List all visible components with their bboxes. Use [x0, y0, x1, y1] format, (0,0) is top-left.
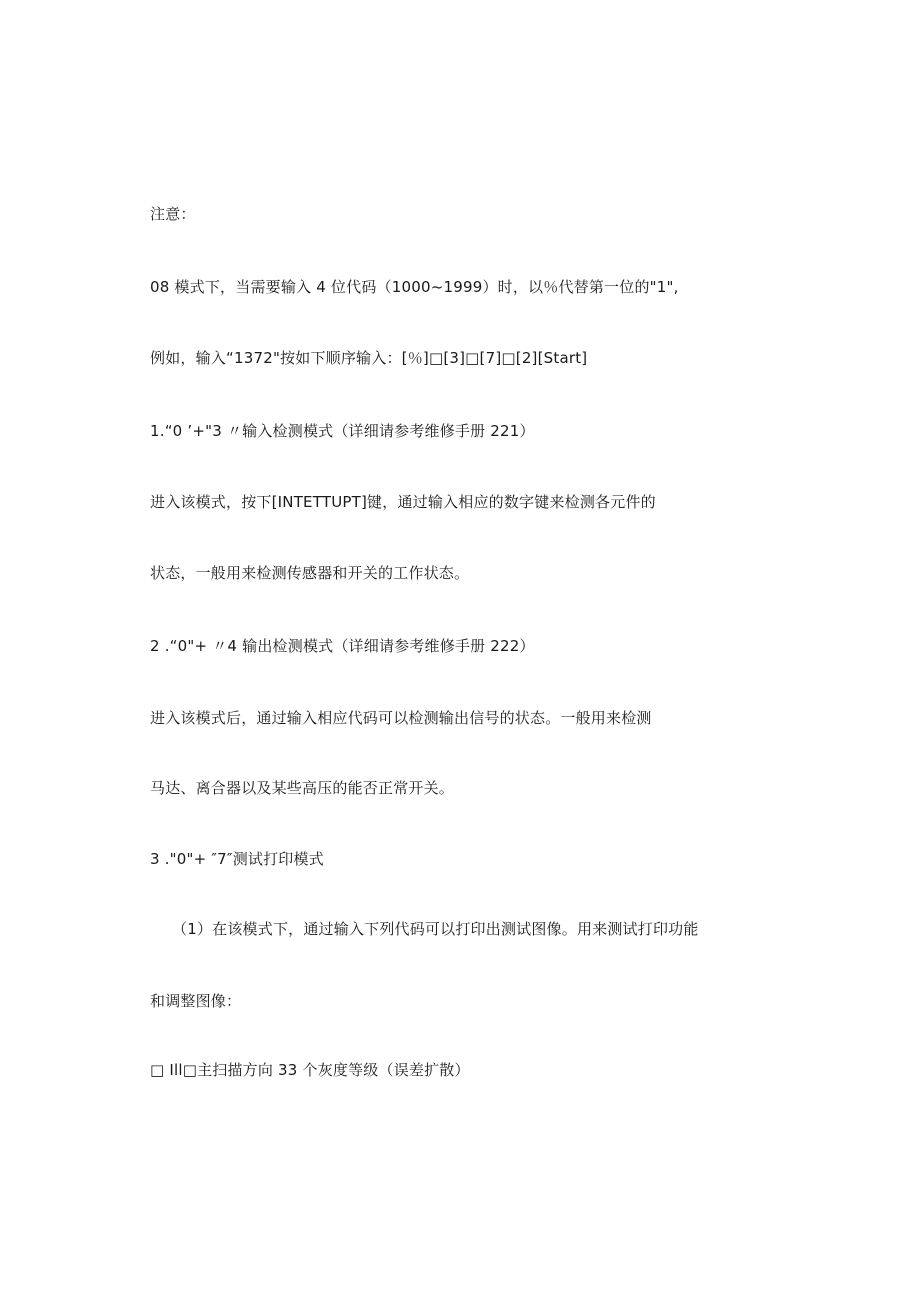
section-1-heading: 1.“0 ’+"3 〃输入检测模式（详细请参考维修手册 221） [150, 422, 535, 440]
section-3-heading: 3 ."0"+ ″7″测试打印模式 [150, 850, 324, 868]
notice-heading: 注意： [150, 205, 196, 223]
paragraph-line: 和调整图像： [150, 992, 242, 1010]
paragraph-line: 进入该模式后，通过输入相应代码可以检测输出信号的状态。一般用来检测 [150, 709, 652, 727]
paragraph-line: 马达、离合器以及某些高压的能否正常开关。 [150, 779, 455, 797]
paragraph-line: 进入该模式，按下[INTETTUPT]键，通过输入相应的数字键来检测各元件的 [150, 493, 656, 511]
paragraph-line: 状态，一般用来检测传感器和开关的工作状态。 [150, 564, 470, 582]
list-item: □ Ill□主扫描方向 33 个灰度等级（误差扩散） [150, 1061, 470, 1079]
paragraph-line: 08 模式下，当需要输入 4 位代码（1000~1999）时，以％代替第一位的"1", [150, 278, 679, 296]
paragraph-line: 例如，输入“1372"按如下顺序输入：[％]□[3]□[7]□[2][Start] [150, 349, 588, 367]
paragraph-line: （1）在该模式下，通过输入下列代码可以打印出测试图像。用来测试打印功能 [172, 920, 699, 938]
section-2-heading: 2 .“0"+ 〃4 输出检测模式（详细请参考维修手册 222） [150, 637, 535, 655]
